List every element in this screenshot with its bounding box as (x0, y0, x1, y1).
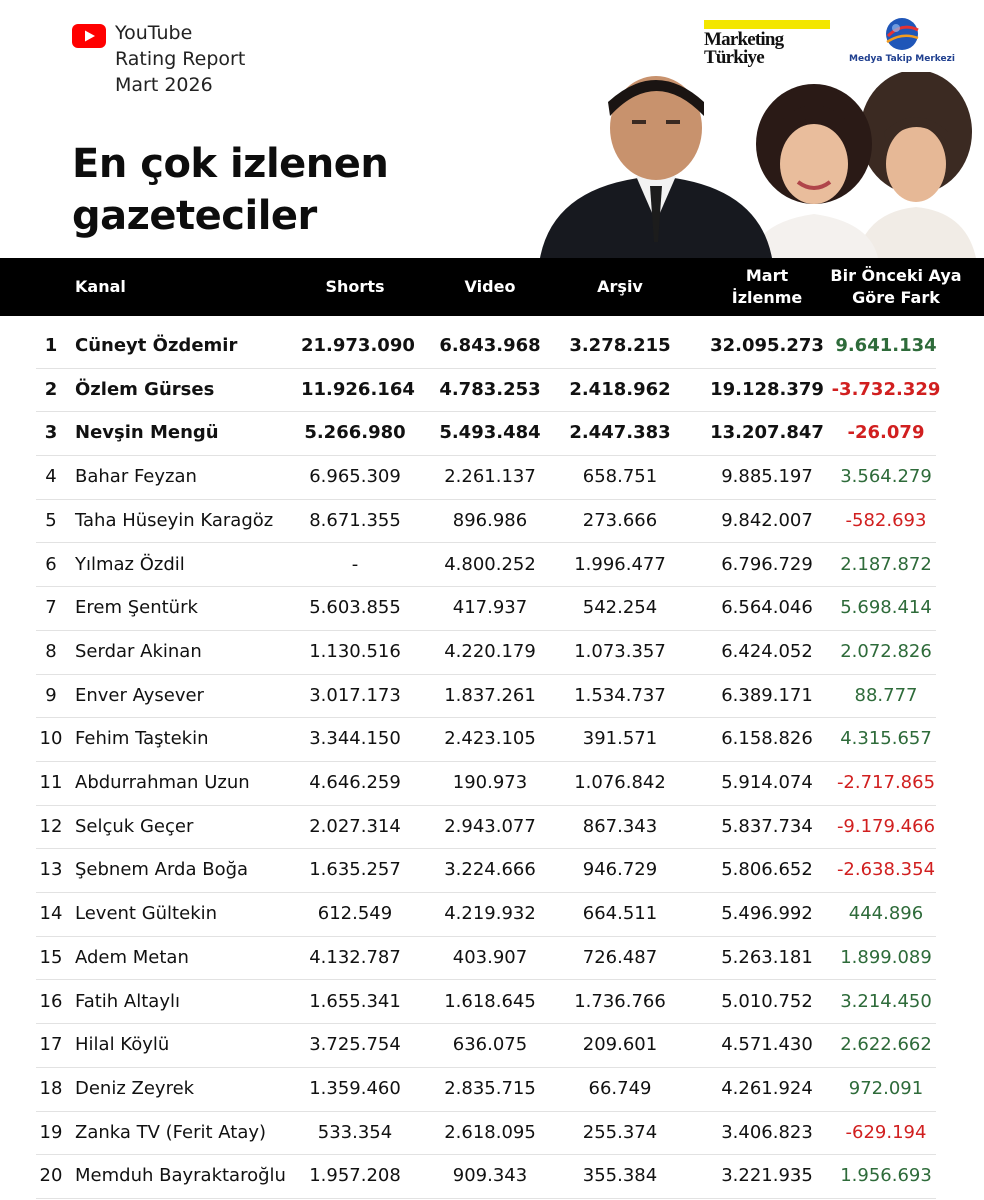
brand-platform: YouTube (115, 22, 193, 44)
arsiv-cell: 664.511 (582, 903, 658, 925)
table-row (36, 717, 936, 762)
table-row (36, 848, 936, 893)
mart-izlenme-cell: 9.885.197 (721, 466, 813, 488)
table-row (36, 892, 936, 937)
shorts-cell: 612.549 (317, 903, 393, 925)
rank-cell: 3 (44, 422, 58, 444)
mart-izlenme-cell: 19.128.379 (710, 378, 824, 400)
table-row (36, 455, 936, 500)
rank-cell: 9 (45, 684, 57, 706)
mart-izlenme-cell: 5.837.734 (721, 815, 813, 837)
arsiv-cell: 1.996.477 (574, 553, 666, 575)
rank-cell: 14 (39, 903, 63, 925)
video-cell: 403.907 (452, 946, 528, 968)
shorts-cell: 2.027.314 (309, 815, 401, 837)
header-mart-izlenme (701, 258, 833, 316)
fark-cell: 2.072.826 (840, 640, 932, 662)
mart-izlenme-cell: 4.571.430 (721, 1034, 813, 1056)
shorts-cell: 4.132.787 (309, 946, 401, 968)
journalist-photo-2 (750, 84, 878, 258)
channel-name-cell: Zanka TV (Ferit Atay) (75, 1121, 267, 1143)
table-row (36, 324, 936, 369)
header-fark-line2: Göre Fark (852, 288, 940, 307)
header-mart-line2: İzlenme (731, 288, 803, 307)
arsiv-cell: 2.418.962 (569, 378, 671, 400)
shorts-cell: 533.354 (317, 1121, 393, 1143)
video-cell: 4.783.253 (439, 378, 541, 400)
rank-cell: 17 (39, 1034, 63, 1056)
fark-cell: -26.079 (847, 422, 925, 444)
rank-cell: 10 (39, 728, 63, 750)
shorts-cell: 3.017.173 (309, 684, 401, 706)
table-row (36, 674, 936, 719)
rank-cell: 2 (44, 378, 58, 400)
rank-cell: 15 (39, 946, 63, 968)
arsiv-cell: 542.254 (582, 597, 658, 619)
channel-name-cell: Taha Hüseyin Karagöz (75, 509, 274, 531)
table-row (36, 499, 936, 544)
channel-name-cell: Bahar Feyzan (75, 466, 197, 488)
arsiv-cell: 355.384 (582, 1165, 658, 1187)
fark-cell: -2.638.354 (836, 859, 936, 881)
arsiv-cell: 66.749 (588, 1077, 652, 1099)
channel-name-cell: Şebnem Arda Boğa (75, 859, 249, 881)
shorts-cell: 3.344.150 (309, 728, 401, 750)
arsiv-cell: 391.571 (582, 728, 658, 750)
channel-name-cell: Selçuk Geçer (75, 815, 194, 837)
marketing-logo-bar (704, 20, 830, 29)
header-mart-line1: Mart (745, 266, 789, 285)
channel-name-cell: Cüneyt Özdemir (75, 335, 238, 356)
fark-cell: -3.732.329 (831, 378, 941, 400)
shorts-cell: 21.973.090 (301, 335, 415, 356)
marketing-turkiye-logo (704, 20, 830, 70)
arsiv-cell: 726.487 (582, 946, 658, 968)
channel-name-cell: Memduh Bayraktaroğlu (75, 1165, 286, 1187)
brand-report: Rating Report (115, 48, 246, 70)
table-row (36, 630, 936, 675)
journalist-photos (536, 72, 984, 258)
shorts-cell: 1.655.341 (309, 990, 401, 1012)
header-fark-line1: Bir Önceki Aya (830, 266, 962, 285)
video-cell: 2.835.715 (444, 1077, 536, 1099)
arsiv-cell: 867.343 (582, 815, 658, 837)
arsiv-cell: 1.076.842 (574, 772, 666, 793)
fark-cell: 3.564.279 (840, 466, 932, 488)
rank-cell: 16 (39, 990, 63, 1012)
rank-cell: 4 (45, 466, 57, 488)
channel-name-cell: Özlem Gürses (75, 378, 215, 400)
mart-izlenme-cell: 6.424.052 (721, 640, 813, 662)
shorts-cell: 1.635.257 (309, 859, 401, 881)
header-arsiv-label: Arşiv (597, 277, 643, 296)
channel-name-cell: Fehim Taştekin (75, 728, 209, 750)
report-header (0, 0, 984, 258)
rank-cell: 20 (39, 1165, 63, 1187)
table-row (36, 761, 936, 806)
rank-cell: 5 (45, 509, 57, 531)
table-row (36, 936, 936, 981)
mart-izlenme-cell: 5.914.074 (721, 772, 813, 793)
mart-izlenme-cell: 6.564.046 (721, 597, 813, 619)
rank-cell: 6 (45, 553, 57, 575)
channel-name-cell: Enver Aysever (75, 684, 204, 706)
shorts-cell: 6.965.309 (309, 466, 401, 488)
mart-izlenme-cell: 9.842.007 (721, 509, 813, 531)
channel-name-cell: Erem Şentürk (75, 597, 198, 619)
marketing-logo-line1: Marketing (704, 29, 784, 50)
video-cell: 2.261.137 (444, 466, 536, 488)
table-row (36, 368, 941, 413)
mart-izlenme-cell: 6.158.826 (721, 728, 813, 750)
page-title-line1: En çok izlenen (72, 141, 389, 187)
globe-icon (882, 14, 922, 54)
mart-izlenme-cell: 3.221.935 (721, 1165, 813, 1187)
table-row (36, 543, 936, 588)
fark-cell: 972.091 (848, 1077, 924, 1099)
video-cell: 5.493.484 (439, 422, 541, 444)
video-cell: 909.343 (452, 1165, 528, 1187)
header-kanal (75, 258, 195, 316)
channel-name-cell: Fatih Altaylı (75, 990, 180, 1012)
header-video (431, 258, 549, 316)
channel-name-cell: Adem Metan (75, 946, 189, 968)
shorts-cell: 1.957.208 (309, 1165, 401, 1187)
brand-period: Mart 2026 (115, 74, 213, 96)
shorts-cell: 4.646.259 (309, 772, 401, 793)
fark-cell: 88.777 (854, 684, 918, 706)
fark-cell: -2.717.865 (836, 772, 936, 793)
mart-izlenme-cell: 4.261.924 (721, 1077, 813, 1099)
mart-izlenme-cell: 6.389.171 (721, 684, 813, 706)
arsiv-cell: 255.374 (582, 1121, 658, 1143)
video-cell: 417.937 (452, 597, 528, 619)
channel-name-cell: Abdurrahman Uzun (75, 772, 250, 793)
arsiv-cell: 209.601 (582, 1034, 658, 1056)
fark-cell: -9.179.466 (836, 815, 936, 837)
arsiv-cell: 2.447.383 (569, 422, 671, 444)
youtube-play-icon (72, 24, 106, 48)
rank-cell: 1 (44, 335, 58, 356)
rank-cell: 13 (39, 859, 63, 881)
mart-izlenme-cell: 13.207.847 (710, 422, 824, 444)
rank-cell: 8 (45, 640, 57, 662)
fark-cell: 5.698.414 (840, 597, 932, 619)
medya-logo-text: Medya Takip Merkezi (849, 54, 955, 64)
shorts-cell: - (351, 553, 359, 575)
table-row (36, 586, 936, 631)
arsiv-cell: 1.736.766 (574, 990, 666, 1012)
table-row (36, 1111, 936, 1156)
journalist-photo-3 (856, 72, 976, 258)
channel-name-cell: Nevşin Mengü (75, 422, 219, 444)
fark-cell: 9.641.134 (835, 335, 937, 356)
video-cell: 896.986 (452, 509, 528, 531)
shorts-cell: 1.130.516 (309, 640, 401, 662)
fark-cell: 2.622.662 (840, 1034, 932, 1056)
table-row (36, 1023, 936, 1068)
fark-cell: 4.315.657 (840, 728, 932, 750)
rank-cell: 18 (39, 1077, 63, 1099)
video-cell: 4.800.252 (444, 553, 536, 575)
video-cell: 190.973 (452, 772, 528, 793)
video-cell: 2.423.105 (444, 728, 536, 750)
table-row (36, 805, 936, 850)
video-cell: 4.220.179 (444, 640, 536, 662)
shorts-cell: 3.725.754 (309, 1034, 401, 1056)
mart-izlenme-cell: 5.263.181 (721, 946, 813, 968)
mart-izlenme-cell: 5.806.652 (721, 859, 813, 881)
table-row (36, 411, 936, 456)
fark-cell: 2.187.872 (840, 553, 932, 575)
channel-name-cell: Deniz Zeyrek (75, 1077, 195, 1099)
mart-izlenme-cell: 5.010.752 (721, 990, 813, 1012)
arsiv-cell: 1.534.737 (574, 684, 666, 706)
mart-izlenme-cell: 32.095.273 (710, 335, 824, 356)
mart-izlenme-cell: 3.406.823 (721, 1121, 813, 1143)
rank-cell: 7 (45, 597, 57, 619)
arsiv-cell: 946.729 (582, 859, 658, 881)
header-video-label: Video (464, 277, 516, 296)
video-cell: 2.943.077 (444, 815, 536, 837)
shorts-cell: 11.926.164 (301, 378, 415, 400)
channel-name-cell: Yılmaz Özdil (75, 553, 185, 575)
shorts-cell: 1.359.460 (309, 1077, 401, 1099)
channel-name-cell: Hilal Köylü (75, 1034, 170, 1056)
channel-name-cell: Serdar Akinan (75, 640, 202, 662)
shorts-cell: 5.266.980 (304, 422, 406, 444)
arsiv-cell: 658.751 (582, 466, 658, 488)
shorts-cell: 8.671.355 (309, 509, 401, 531)
mart-izlenme-cell: 6.796.729 (721, 553, 813, 575)
mart-izlenme-cell: 5.496.992 (721, 903, 813, 925)
shorts-cell: 5.603.855 (309, 597, 401, 619)
header-shorts (301, 258, 409, 316)
rank-cell: 19 (39, 1121, 63, 1143)
table-header (0, 258, 984, 316)
table-row (36, 1067, 936, 1112)
video-cell: 636.075 (452, 1034, 528, 1056)
page-title-line2: gazeteciler (72, 193, 317, 239)
journalist-photo-1 (540, 76, 772, 258)
rank-cell: 11 (39, 772, 63, 793)
fark-cell: 1.899.089 (840, 946, 932, 968)
fark-cell: 444.896 (848, 903, 924, 925)
arsiv-cell: 273.666 (582, 509, 658, 531)
header-shorts-label: Shorts (325, 277, 385, 296)
rank-cell: 12 (39, 815, 63, 837)
channel-name-cell: Levent Gültekin (75, 903, 218, 925)
arsiv-cell: 3.278.215 (569, 335, 671, 356)
fark-cell: 1.956.693 (840, 1165, 932, 1187)
page-title (72, 138, 388, 242)
header-fark (826, 258, 966, 316)
fark-cell: 3.214.450 (840, 990, 932, 1012)
marketing-logo-line2: Türkiye (704, 47, 764, 68)
video-cell: 3.224.666 (444, 859, 536, 881)
video-cell: 6.843.968 (439, 335, 541, 356)
arsiv-cell: 1.073.357 (574, 640, 666, 662)
video-cell: 2.618.095 (444, 1121, 536, 1143)
video-cell: 1.618.645 (444, 990, 536, 1012)
table-row (36, 980, 936, 1025)
medya-takip-merkezi-logo (846, 14, 958, 76)
header-arsiv (564, 258, 676, 316)
fark-cell: -629.194 (845, 1121, 927, 1143)
fark-cell: -582.693 (845, 509, 927, 531)
header-kanal-label: Kanal (75, 277, 126, 296)
video-cell: 1.837.261 (444, 684, 536, 706)
video-cell: 4.219.932 (444, 903, 536, 925)
table-row (36, 1154, 936, 1199)
